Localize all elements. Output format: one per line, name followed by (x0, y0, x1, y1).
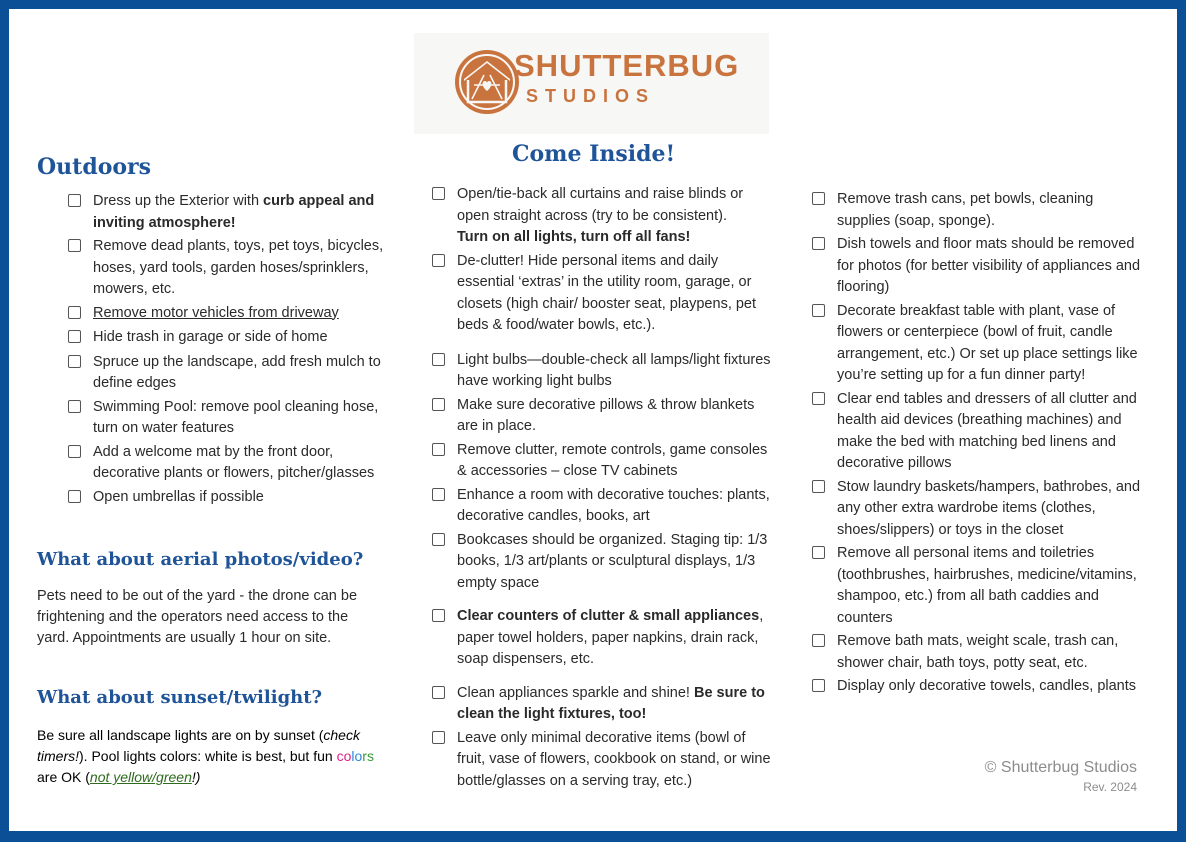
checkbox[interactable] (68, 330, 81, 343)
outdoors-item: Spruce up the landscape, add fresh mulch to define edges (68, 352, 398, 395)
checklist-page (9, 9, 1177, 831)
checkbox[interactable] (812, 392, 825, 405)
outdoors-item: Remove dead plants, toys, pet toys, bicycles, hoses, yard tools, garden hoses/sprinklers, mowers, etc. (68, 236, 398, 301)
outdoors-item: Open umbrellas if possible (68, 487, 398, 509)
inside-item: Open/tie-back all curtains and raise blinds or open straight across (try to be consistent). Turn on all lights, turn off all fans! (432, 184, 777, 249)
inside-item: Remove bath mats, weight scale, trash can, shower chair, bath toys, potty seat, etc. (812, 631, 1147, 674)
sunset-paragraph: Be sure all landscape lights are on by sunset (check timers!). Pool lights colors: white is best, but fun colors are OK (not yellow/green!) (37, 727, 374, 785)
inside-item: Leave only minimal decorative items (bowl of fruit, vase of flowers, cookbook on stand, or wine bottle/glasses on a serving tray, etc.) (432, 728, 777, 793)
revision-text: Rev. 2024 (1083, 780, 1137, 794)
checkbox[interactable] (68, 400, 81, 413)
outdoors-heading: Outdoors (37, 154, 152, 180)
checkbox[interactable] (812, 237, 825, 250)
checkbox[interactable] (812, 634, 825, 647)
inside-checklist-right (812, 189, 1147, 698)
inside-item: Display only decorative towels, candles, plants (812, 676, 1147, 698)
checkbox[interactable] (812, 480, 825, 493)
checkbox[interactable] (68, 490, 81, 503)
outdoors-item: Add a welcome mat by the front door, decorative plants or flowers, pitcher/glasses (68, 442, 398, 485)
outdoors-item: Swimming Pool: remove pool cleaning hose, turn on water features (68, 397, 398, 440)
checkbox[interactable] (432, 398, 445, 411)
checkbox[interactable] (812, 192, 825, 205)
sunset-heading: What about sunset/twilight? (37, 687, 323, 708)
not-yellow-green-note: not yellow/green (89, 769, 192, 785)
inside-item: Decorate breakfast table with plant, vase of flowers or centerpiece (bowl of fruit, candle arrangement, etc.) Or set up place settings like you’re setting up for a fun dinner party! (812, 301, 1147, 387)
aerial-heading: What about aerial photos/video? (37, 549, 364, 570)
inside-item: Enhance a room with decorative touches: plants, decorative candles, books, art (432, 485, 777, 528)
checkbox[interactable] (432, 353, 445, 366)
camera-shutter-house-heart-icon (452, 47, 522, 117)
outdoors-item: Hide trash in garage or side of home (68, 327, 398, 349)
checkbox[interactable] (812, 679, 825, 692)
colors-rainbow-word: colors (336, 748, 374, 764)
inside-item: Light bulbs—double-check all lamps/light fixtures have working light bulbs (432, 350, 777, 393)
checkbox[interactable] (812, 304, 825, 317)
inside-item: Make sure decorative pillows & throw blankets are in place. (432, 395, 777, 438)
checkbox[interactable] (432, 609, 445, 622)
copyright-text: © Shutterbug Studios (984, 759, 1137, 776)
checkbox[interactable] (68, 306, 81, 319)
checkbox[interactable] (432, 488, 445, 501)
inside-item: Clear end tables and dressers of all clutter and health aid devices (breathing machines) and make the bed with matching bed linens and decorative pillows (812, 389, 1147, 475)
checkbox[interactable] (68, 355, 81, 368)
copyright-block (985, 759, 1137, 794)
inside-item: Remove clutter, remote controls, game consoles & accessories – close TV cabinets (432, 440, 777, 483)
outdoors-item: Remove motor vehicles from driveway (68, 303, 398, 325)
checkbox[interactable] (432, 686, 445, 699)
inside-checklist-middle (432, 184, 777, 792)
shutterbug-logo (414, 33, 769, 134)
checkbox[interactable] (432, 533, 445, 546)
checkbox[interactable] (432, 254, 445, 267)
inside-item: Remove all personal items and toiletries (toothbrushes, hairbrushes, medicine/vitamins, shampoo, etc.) from all bath caddies and counters (812, 543, 1147, 629)
logo-subtitle: STUDIOS (526, 86, 656, 106)
inside-item: Bookcases should be organized. Staging tip: 1/3 books, 1/3 art/plants or sculptural displays, 1/3 empty space (432, 530, 777, 595)
inside-item: Dish towels and floor mats should be removed for photos (for better visibility of appliances and flooring) (812, 234, 1147, 299)
checkbox[interactable] (68, 445, 81, 458)
checkbox[interactable] (432, 187, 445, 200)
checkbox[interactable] (812, 546, 825, 559)
inside-item: Clean appliances sparkle and shine! Be sure to clean the light fixtures, too! (432, 683, 777, 726)
outdoors-checklist (68, 191, 398, 508)
inside-item: Remove trash cans, pet bowls, cleaning supplies (soap, sponge). (812, 189, 1147, 232)
aerial-paragraph: Pets need to be out of the yard - the drone can be frightening and the operators need access to the yard. Appointments are usually 1 hour on site. (37, 588, 358, 646)
checkbox[interactable] (68, 239, 81, 252)
checkbox[interactable] (68, 194, 81, 207)
inside-item: Stow laundry baskets/hampers, bathrobes, and any other extra wardrobe items (clothes, shoes/slippers) or toys in the closet (812, 477, 1147, 542)
outdoors-item: Dress up the Exterior with curb appeal and inviting atmosphere! (68, 191, 398, 234)
checkbox[interactable] (432, 443, 445, 456)
inside-item: Clear counters of clutter & small appliances, paper towel holders, paper napkins, drain rack, soap dispensers, etc. (432, 606, 777, 671)
checkbox[interactable] (432, 731, 445, 744)
inside-item: De-clutter! Hide personal items and daily essential ‘extras’ in the utility room, garage, or closets (high chair/ booster seat, playpens, pet beds & food/water bowls, etc.). (432, 251, 777, 337)
logo-wordmark: SHUTTERBUG (514, 48, 740, 83)
come-inside-heading: Come Inside! (512, 141, 676, 167)
